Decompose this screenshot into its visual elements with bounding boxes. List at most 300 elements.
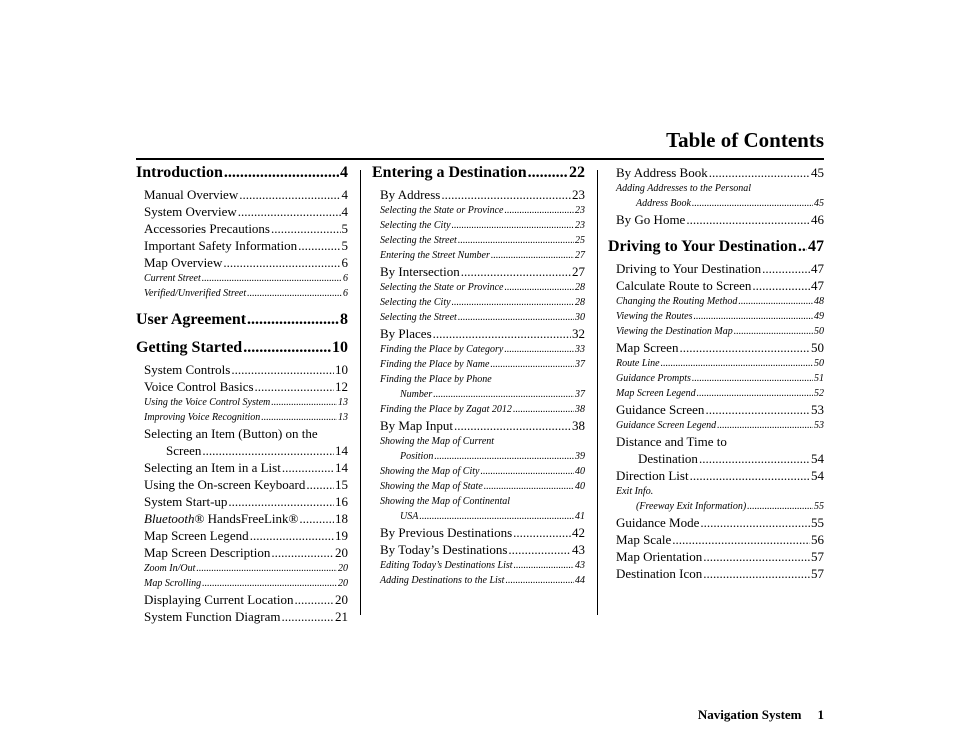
toc-subentry[interactable] (136, 271, 348, 286)
toc-entry-title-text: Map Screen Description (144, 545, 271, 560)
toc-entry-title-text: Changing the Routing Method (616, 296, 738, 307)
toc-entry-title-text: By Previous Destinations (380, 525, 513, 540)
toc-entry[interactable] (608, 401, 824, 418)
toc-page-number: 33 (575, 344, 585, 355)
toc-page-number: 20 (335, 592, 348, 607)
toc-page-number: 4 (340, 164, 348, 181)
dot-leader (271, 220, 341, 237)
toc-entry-title (144, 271, 201, 286)
toc-entry-title (380, 218, 451, 233)
toc-entry[interactable] (136, 527, 348, 544)
dot-leader (513, 524, 571, 541)
toc-entry-title-text: Route Line (616, 358, 660, 369)
toc-page-number: 37 (575, 359, 585, 370)
toc-page-number: 52 (814, 388, 824, 399)
toc-subentry[interactable] (372, 479, 585, 494)
toc-entry[interactable] (136, 220, 348, 237)
toc-page-number: 21 (335, 609, 348, 624)
toc-page-number: 40 (575, 481, 585, 492)
toc-entry-title (144, 395, 270, 410)
toc-entry-title: Showing the Map of Continental (380, 496, 510, 507)
toc-entry[interactable] (136, 254, 348, 271)
toc-entry-title (616, 277, 751, 294)
toc-entry[interactable] (136, 476, 348, 493)
toc-entry[interactable] (136, 608, 348, 625)
dot-leader (202, 442, 334, 459)
dot-leader (705, 401, 810, 418)
toc-page-number: 50 (811, 340, 824, 355)
toc-entry-title (616, 339, 678, 356)
toc-page-number: 20 (335, 545, 348, 560)
toc-section[interactable] (608, 238, 824, 256)
toc-page-number: 4 (341, 187, 348, 202)
dot-leader (243, 339, 331, 357)
dot-leader (514, 558, 574, 573)
toc-entry-title-text: By Today’s Destinations (380, 542, 508, 557)
toc-page-number: 6 (343, 288, 348, 299)
toc-column-2 (372, 164, 585, 588)
dot-leader (306, 476, 334, 493)
toc-entry-title-text: Driving to Your Destination (608, 238, 797, 255)
toc-entry-title (616, 565, 702, 582)
toc-entry-title-text: By Map Input (380, 418, 453, 433)
toc-entry-title (144, 410, 260, 425)
toc-entry[interactable] (608, 467, 824, 484)
toc-entry[interactable] (136, 591, 348, 608)
toc-entry-title-text: Destination Icon (616, 566, 703, 581)
dot-leader (454, 417, 571, 434)
toc-entry-title: Showing the Map of Current (380, 436, 495, 447)
toc-entry-title-text: By Go Home (616, 212, 686, 227)
toc-entry-title-text: System Start-up (144, 494, 228, 509)
toc-entry-title (144, 576, 201, 591)
dot-leader (250, 527, 334, 544)
toc-entry[interactable] (372, 186, 585, 203)
dot-leader (747, 499, 813, 514)
toc-subentry[interactable] (372, 203, 585, 218)
toc-entry-title (144, 378, 254, 395)
toc-entry-title (144, 237, 297, 254)
toc-subentry[interactable] (372, 357, 585, 372)
toc-page-number: 5 (341, 221, 348, 236)
dot-leader (224, 164, 339, 182)
toc-entry[interactable] (608, 548, 824, 565)
toc-entry-title (144, 561, 195, 576)
toc-entry[interactable] (136, 544, 348, 561)
toc-entry-title (616, 294, 737, 309)
dot-leader (686, 211, 810, 228)
toc-page-number: 28 (575, 282, 585, 293)
toc-entry[interactable] (136, 203, 348, 220)
toc-entry-title (380, 280, 503, 295)
toc-subentry[interactable] (372, 218, 585, 233)
toc-page-number: 38 (572, 418, 585, 433)
toc-entry-title (380, 263, 460, 280)
dot-leader (798, 238, 807, 256)
dot-leader (294, 591, 334, 608)
toc-page-number: 38 (575, 404, 585, 415)
dot-leader (692, 371, 813, 386)
dot-leader (693, 309, 813, 324)
toc-entry-title-text: Selecting the Street (380, 235, 457, 246)
toc-page-number: 49 (814, 311, 824, 322)
footer-page-number: 1 (817, 707, 824, 722)
toc-entry-title (144, 591, 293, 608)
toc-entry-title-text: Driving to Your Destination (616, 261, 762, 276)
toc-entry-title (616, 401, 704, 418)
toc-entry-title (144, 286, 246, 301)
toc-entry-title: Adding Addresses to the Personal (616, 183, 751, 194)
toc-page-number: 6 (341, 255, 348, 270)
toc-entry-title-text: By Address (380, 187, 441, 202)
toc-entry[interactable] (136, 510, 348, 527)
toc-entry-title-text: Introduction (136, 164, 223, 181)
dot-leader (508, 541, 571, 558)
toc-entry-title-text: Map Overview (144, 255, 223, 270)
toc-entry[interactable] (608, 433, 824, 467)
toc-entry[interactable] (136, 425, 348, 459)
toc-entry-title (616, 514, 699, 531)
toc-page-number: 47 (811, 278, 824, 293)
footer-section: Navigation System (697, 707, 802, 722)
toc-subentry[interactable] (372, 342, 585, 357)
toc-page-number: 56 (811, 532, 824, 547)
toc-entry-title-continued: Screen (166, 443, 202, 458)
toc-entry-title (380, 541, 507, 558)
dot-leader (231, 361, 334, 378)
dot-leader (661, 356, 813, 371)
toc-entry-title-text: Selecting the State or Province (380, 282, 504, 293)
toc-page-number: 48 (814, 296, 824, 307)
page-title: Table of Contents (666, 128, 824, 152)
toc-page-number: 44 (575, 575, 585, 586)
toc-page-number: 23 (572, 187, 585, 202)
toc-subentry[interactable] (372, 248, 585, 263)
toc-entry-title-text: System Controls (144, 362, 231, 377)
toc-entry-title (616, 548, 702, 565)
toc-entry[interactable] (136, 378, 348, 395)
toc-entry-title (144, 527, 249, 544)
toc-entry[interactable] (136, 361, 348, 378)
toc-entry-title-text: Selecting the State or Province (380, 205, 504, 216)
toc-page-number: 45 (814, 198, 824, 209)
toc-page-number: 16 (335, 494, 348, 509)
toc-entry-title (144, 510, 298, 527)
toc-page-number: 19 (335, 528, 348, 543)
toc-entry-title-text: Selecting the City (380, 297, 451, 308)
dot-leader (441, 186, 571, 203)
toc-entry[interactable] (372, 417, 585, 434)
toc-page-number: 20 (338, 563, 348, 574)
toc-entry-title (616, 309, 692, 324)
toc-page-number: 46 (811, 212, 824, 227)
toc-page-number: 40 (575, 466, 585, 477)
dot-leader (697, 386, 813, 401)
toc-entry-title (616, 324, 733, 339)
toc-entry-title-text: Finding the Place by Category (380, 344, 504, 355)
toc-subentry[interactable] (608, 324, 824, 339)
dot-leader (679, 339, 810, 356)
toc-entry-title: Exit Info. (616, 486, 654, 497)
toc-entry-title-text: Getting Started (136, 339, 243, 356)
toc-page-number: 50 (814, 326, 824, 337)
dot-leader (282, 608, 335, 625)
toc-entry-title-text: Guidance Screen (616, 402, 705, 417)
toc-page-number: 43 (575, 560, 585, 571)
toc-entry-title-text: System Function Diagram (144, 609, 281, 624)
dot-leader (282, 459, 334, 476)
toc-page-number: 53 (814, 420, 824, 431)
dot-leader (452, 295, 574, 310)
toc-subentry[interactable] (136, 410, 348, 425)
toc-subentry[interactable] (372, 233, 585, 248)
toc-entry-title-text: Voice Control Basics (144, 379, 254, 394)
toc-entry-title: Selecting an Item (Button) on the (144, 426, 318, 441)
toc-subentry[interactable] (608, 484, 824, 514)
toc-entry-title-text: Viewing the Routes (616, 311, 693, 322)
dot-leader (271, 544, 334, 561)
dot-leader (513, 402, 574, 417)
toc-page-number: 10 (335, 362, 348, 377)
toc-entry[interactable] (608, 211, 824, 228)
toc-subentry[interactable] (608, 294, 824, 309)
toc-entry-title-text: Using the Voice Control System (144, 397, 271, 408)
toc-page-number: 37 (575, 389, 585, 400)
toc-subentry[interactable] (372, 464, 585, 479)
toc-entry-title-text: Finding the Place by Zagat 2012 (380, 404, 512, 415)
dot-leader (734, 324, 813, 339)
dot-leader (505, 573, 574, 588)
toc-entry-title (380, 203, 503, 218)
toc-entry-title-text: By Intersection (380, 264, 460, 279)
toc-page-number: 47 (808, 238, 824, 255)
dot-leader (238, 203, 341, 220)
toc-entry-title-text: Map Screen Legend (144, 528, 249, 543)
toc-entry-title-text: Verified/Unverified Street (144, 288, 247, 299)
toc-entry-title-text: Showing the Map of City (380, 466, 480, 477)
toc-entry-title-text: Entering a Destination (372, 164, 527, 181)
toc-entry-title (616, 531, 671, 548)
toc-entry-title (616, 211, 685, 228)
toc-entry[interactable] (372, 524, 585, 541)
toc-page-number: 8 (340, 311, 348, 328)
toc-page-number: 43 (572, 542, 585, 557)
dot-leader (480, 464, 574, 479)
toc-section[interactable] (136, 311, 348, 329)
toc-entry-title-text: Selecting an Item in a List (144, 460, 281, 475)
toc-entry-title (616, 386, 696, 401)
toc-subentry[interactable] (136, 286, 348, 301)
toc-page-number: 41 (575, 511, 585, 522)
toc-page-number: 57 (811, 566, 824, 581)
toc-entry[interactable] (372, 541, 585, 558)
toc-subentry[interactable] (372, 280, 585, 295)
toc-entry[interactable] (372, 263, 585, 280)
dot-leader (504, 342, 574, 357)
toc-page-number: 10 (332, 339, 348, 356)
toc-page-number: 5 (341, 238, 348, 253)
toc-subentry[interactable] (372, 558, 585, 573)
dot-leader (700, 514, 810, 531)
dot-leader (223, 254, 340, 271)
toc-section[interactable] (136, 339, 348, 357)
toc-entry-title-suffix: ® HandsFreeLink® (194, 511, 299, 526)
toc-page-number: 25 (575, 235, 585, 246)
toc-subentry[interactable] (608, 181, 824, 211)
toc-entry-title-text: User Agreement (136, 311, 247, 328)
toc-page-number: 55 (811, 515, 824, 530)
toc-entry-title-text: Map Screen Legend (616, 388, 696, 399)
toc-entry-title (380, 310, 457, 325)
toc-page-number: 13 (338, 397, 348, 408)
toc-page-number: 54 (811, 468, 824, 483)
toc-page-number: 6 (343, 273, 348, 284)
title-rule (136, 158, 824, 160)
toc-entry[interactable] (136, 237, 348, 254)
toc-subentry[interactable] (372, 310, 585, 325)
dot-leader (484, 479, 574, 494)
toc-entry[interactable] (608, 565, 824, 582)
dot-leader (709, 164, 810, 181)
dot-leader (202, 271, 342, 286)
toc-page-number: 4 (341, 204, 348, 219)
toc-page-number: 14 (335, 443, 348, 458)
toc-subentry[interactable] (136, 561, 348, 576)
toc-page-number: 39 (575, 451, 585, 462)
toc-entry-title (372, 164, 527, 182)
dot-leader (433, 387, 574, 402)
toc-entry-title (136, 311, 246, 329)
toc-subentry[interactable] (608, 418, 824, 433)
toc-page-number: 18 (335, 511, 348, 526)
toc-entry-title (144, 608, 281, 625)
toc-subentry[interactable] (372, 494, 585, 524)
toc-entry-title-text: Guidance Mode (616, 515, 700, 530)
toc-entry-title (616, 467, 689, 484)
toc-entry-title (380, 402, 512, 417)
toc-entry-title (380, 186, 440, 203)
toc-page-number: 20 (338, 578, 348, 589)
dot-leader (738, 294, 813, 309)
toc-page-number: 28 (575, 297, 585, 308)
toc-subentry[interactable] (372, 402, 585, 417)
toc-entry-title-text: Using the On-screen Keyboard (144, 477, 306, 492)
dot-leader (298, 237, 340, 254)
toc-entry[interactable] (608, 260, 824, 277)
toc-entry-title (380, 417, 453, 434)
toc-entry-title (144, 203, 237, 220)
dot-leader (752, 277, 810, 294)
toc-entry-title-text: Guidance Prompts (616, 373, 691, 384)
dot-leader (202, 576, 337, 591)
toc-entry-title (136, 339, 242, 357)
toc-entry-title-continued: (Freeway Exit Information) (636, 501, 747, 512)
toc-entry-title (144, 544, 270, 561)
toc-entry[interactable] (608, 277, 824, 294)
toc-entry[interactable] (608, 339, 824, 356)
toc-section[interactable] (136, 164, 348, 182)
toc-page-number: 30 (575, 312, 585, 323)
toc-entry-title (144, 254, 222, 271)
toc-entry-title-text: Map Orientation (616, 549, 703, 564)
toc-page-number: 23 (575, 220, 585, 231)
toc-entry-title-text: By Places (380, 326, 432, 341)
toc-section[interactable] (372, 164, 585, 182)
toc-entry[interactable] (136, 459, 348, 476)
toc-entry[interactable] (136, 493, 348, 510)
toc-entry-title-text: Map Screen (616, 340, 679, 355)
dot-leader (434, 449, 574, 464)
toc-subentry[interactable] (608, 371, 824, 386)
toc-entry-title (380, 524, 512, 541)
dot-leader (762, 260, 810, 277)
dot-leader (672, 531, 810, 548)
dot-leader (703, 565, 810, 582)
toc-entry[interactable] (136, 186, 348, 203)
dot-leader (247, 311, 339, 329)
toc-entry-title-text: Guidance Screen Legend (616, 420, 717, 431)
toc-page-number: 51 (814, 373, 824, 384)
toc-entry-title-text: Finding the Place by Name (380, 359, 490, 370)
toc-entry-title-text: Selecting the City (380, 220, 451, 231)
toc-entry-title-text: Selecting the Street (380, 312, 457, 323)
toc-entry-title-text: Direction List (616, 468, 689, 483)
toc-subentry[interactable] (372, 295, 585, 310)
toc-subentry[interactable] (608, 356, 824, 371)
dot-leader (271, 395, 337, 410)
toc-entry-title-continued: Destination (638, 451, 698, 466)
dot-leader (452, 218, 574, 233)
toc-entry-title (616, 164, 708, 181)
dot-leader (690, 467, 810, 484)
toc-entry[interactable] (608, 164, 824, 181)
toc-column-3 (608, 164, 824, 582)
toc-subentry[interactable] (136, 395, 348, 410)
toc-column-1 (136, 164, 348, 625)
dot-leader (299, 510, 334, 527)
toc-entry[interactable] (372, 325, 585, 342)
toc-entry-title-text: Important Safety Information (144, 238, 298, 253)
toc-entry-title (616, 371, 691, 386)
toc-entry-title (136, 164, 223, 182)
toc-entry-title (144, 459, 281, 476)
toc-entry-title-continued: Number (400, 389, 433, 400)
toc-page-number: 27 (572, 264, 585, 279)
toc-entry-title-text: Entering the Street Number (380, 250, 490, 261)
toc-entry-title-text: By Address Book (616, 165, 708, 180)
toc-subentry[interactable] (372, 573, 585, 588)
toc-entry-title (144, 361, 230, 378)
toc-entry-title-text: Map Scrolling (144, 578, 202, 589)
toc-page-number: 22 (569, 164, 585, 181)
dot-leader (461, 263, 571, 280)
toc-subentry[interactable] (136, 576, 348, 591)
toc-entry-title (616, 260, 761, 277)
toc-entry[interactable] (608, 514, 824, 531)
toc-entry-title-text: Editing Today’s Destinations List (380, 560, 513, 571)
dot-leader (504, 280, 574, 295)
toc-subentry[interactable] (608, 309, 824, 324)
toc-subentry[interactable] (372, 434, 585, 464)
dot-leader (699, 450, 810, 467)
toc-subentry[interactable] (372, 372, 585, 402)
toc-entry-title-text: Manual Overview (144, 187, 239, 202)
toc-entry-title (380, 342, 503, 357)
toc-entry[interactable] (608, 531, 824, 548)
toc-subentry[interactable] (608, 386, 824, 401)
toc-page-number: 23 (575, 205, 585, 216)
dot-leader (239, 186, 340, 203)
